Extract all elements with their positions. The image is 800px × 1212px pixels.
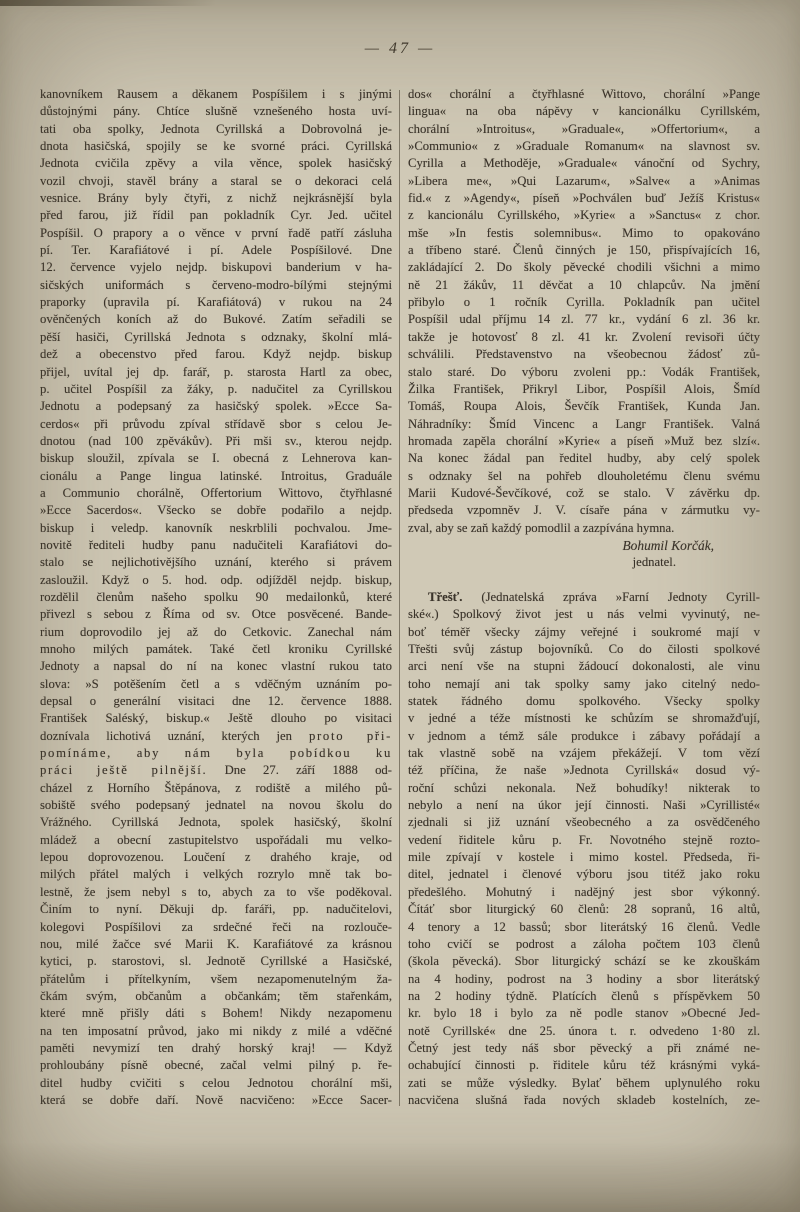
right-column — [408, 86, 760, 1109]
text-line — [40, 919, 392, 936]
text-line — [40, 364, 392, 381]
text-segment: přijel, uvítal jej dp. farář, p. starosta Hartl za obec, — [40, 364, 392, 379]
text-line — [40, 485, 392, 502]
text-line — [408, 554, 760, 571]
text-segment: Žilka František, Přikryl Libor, Pospíšil Alois, Šmíd — [408, 381, 760, 396]
text-line — [40, 901, 392, 918]
text-segment: zakládající 2. Do školy pěvecké chodili všichni a mimo — [408, 260, 760, 275]
text-segment: Tomáš, Roupa Alois, Ševčík František, Kunda Jan. — [408, 399, 760, 414]
text-line — [40, 728, 392, 745]
text-segment: cionálu a Pange lingua latinské. Introitus, Graduále — [40, 468, 392, 483]
text-segment: která se dobře daří. Nově nacvičeno: »Ecce Sacer- — [40, 1092, 392, 1107]
text-segment: depsal o generální visitaci dne 12. července 1888. — [40, 694, 392, 709]
text-segment: na 4 hodiny, podrost na 3 hodiny a sbor literátský — [408, 971, 760, 986]
text-segment: (Jednatelská zpráva »Farní Jednoty Cyrill- — [481, 589, 760, 604]
text-segment: Dne 27. září 1888 od- — [207, 763, 392, 778]
text-line — [408, 103, 760, 120]
text-segment: v jednom a témž sále produkce i zábavy pořádají a — [408, 728, 760, 743]
text-line — [408, 398, 760, 415]
text-line — [40, 606, 392, 623]
text-segment: lestně, že jsem nebyl s to, abych za to vše poděkoval. — [40, 884, 392, 899]
text-segment: Bohumil Korčák, — [622, 537, 714, 553]
text-segment: roční schůzi nekonala. Než bohudíky! nikterak to — [408, 780, 760, 795]
text-segment: schválili. Představenstvo na všeobecnou žádosť zů- — [408, 347, 760, 362]
text-line — [408, 294, 760, 311]
text-line — [40, 814, 392, 831]
text-line — [408, 901, 760, 918]
text-line — [40, 433, 392, 450]
text-line — [408, 381, 760, 398]
text-segment: přivezl s sebou z Říma od sv. Otce posvěcené. Bande- — [40, 607, 392, 622]
text-line — [40, 294, 392, 311]
text-line — [40, 710, 392, 727]
text-segment: statek řádného domu spolkového. Všecky spolky — [408, 694, 760, 709]
text-line — [408, 311, 760, 328]
text-line — [40, 502, 392, 519]
text-line — [408, 468, 760, 485]
text-segment: novitě řediteli hudby panu nadučiteli Karafiátovi do- — [40, 537, 392, 552]
text-segment: Třešť. — [428, 589, 482, 604]
text-line — [408, 814, 760, 831]
text-line — [408, 86, 760, 103]
text-segment: dež a obecenstvo před farou. Když nejdp. biskup — [40, 347, 392, 362]
text-line — [408, 797, 760, 814]
text-line — [40, 554, 392, 571]
text-line — [40, 936, 392, 953]
text-segment: nebylo a není na úkor její činnosti. Naši »Cyrillisté« — [408, 798, 760, 813]
text-segment: důstojnými pány. Chtíce slušně vznešeného hosta uví- — [40, 104, 392, 119]
text-segment: kolegovi Pospíšilovi za srdečné řeči na rozlouče- — [40, 919, 392, 934]
text-line — [40, 468, 392, 485]
text-line — [408, 485, 760, 502]
text-line — [40, 762, 392, 779]
text-line — [408, 242, 760, 259]
text-segment: biskup sloužil, zpívala se I. obecná z Lehnerova kan- — [40, 451, 392, 466]
text-segment: tati oba spolky, Jednota Cyrillská a Dobrovolná je- — [40, 121, 392, 136]
text-line — [40, 86, 392, 103]
text-segment: zjednali si již uznání všeobecného a za osvědčeného — [408, 815, 760, 830]
text-line — [408, 1005, 760, 1022]
text-line — [408, 138, 760, 155]
page-number: — 47 — — [364, 40, 436, 57]
text-line — [40, 450, 392, 467]
text-line — [40, 676, 392, 693]
text-line — [40, 971, 392, 988]
text-line — [40, 1040, 392, 1057]
text-segment: na ten imposatní průvod, jako mi nikdy z milé a vděčné — [40, 1023, 392, 1038]
text-segment: notě Cyrillské« dne 25. února t. r. odvedeno 1·80 zl. — [408, 1023, 760, 1038]
text-segment: fid.« z »Agendy«, píseň »Pochválen buď Ježíš Kristus« — [408, 191, 760, 206]
text-segment: dos« chorální a čtyřhlasné Wittovo, chorální »Pange — [408, 87, 760, 101]
text-line — [40, 1092, 392, 1109]
text-line — [40, 155, 392, 172]
text-segment: mládež a obecní zastupitelstvo uspořádali mu velko- — [40, 832, 392, 847]
text-segment: ditel, jednatel i členové výboru jsou titéž jako roku — [408, 867, 760, 882]
text-segment: ověnčených koních až do Bukové. Zatím seřadili se — [40, 312, 392, 327]
text-line — [408, 953, 760, 970]
text-line — [408, 728, 760, 745]
text-segment: Vrážného. Cyrillská Jednota, spolek hasičský, školní — [40, 815, 392, 830]
text-segment: kr. bylo 18 i bylo za ně podle stanov »Obecné Jed- — [408, 1006, 760, 1021]
text-line — [408, 329, 760, 346]
text-line — [40, 953, 392, 970]
text-line — [40, 780, 392, 797]
text-segment: Pospíšil. O prapory a o věnce v první řadě patří zásluha — [40, 225, 392, 240]
text-line — [40, 572, 392, 589]
text-segment: kytici, p. starostovi, sl. Jednotě Cyrillské a Hasičské, — [40, 954, 392, 969]
text-segment: cerdos« při průvodu zpíval střídavě sbor s celou Je- — [40, 416, 392, 431]
text-segment: Třešti svůj zástup bojovníků. Co do čilosti spolkové — [408, 642, 760, 656]
text-segment: mile zpívají v kostele i mimo kostel. Předseda, ři- — [408, 850, 760, 865]
text-segment: tak vlastně sobě na vzájem překážejí. V tom vězí — [408, 746, 760, 761]
text-segment: František Saléský, biskup.« Ještě dlouho po visitaci — [40, 711, 392, 726]
text-segment: takže je hotovosť 8 zl. 41 kr. Zvolení revisoři účty — [408, 329, 760, 344]
text-line — [408, 884, 760, 901]
text-segment: s odznaky šel na pohřeb dlouholetému členu svému — [408, 468, 760, 483]
scan-shadow — [0, 1142, 800, 1212]
text-segment: Jednotu a podepsaný za hasičský spolek. »Ecce Sa- — [40, 399, 392, 414]
text-segment: z kancionálu Cyrillského, »Kyrie« a »Sanctus« z chor. — [408, 208, 760, 223]
text-line — [408, 762, 760, 779]
text-line — [40, 832, 392, 849]
text-line — [408, 207, 760, 224]
text-line — [408, 502, 760, 519]
text-line — [408, 936, 760, 953]
text-line — [40, 658, 392, 675]
text-line — [40, 277, 392, 294]
text-line — [408, 173, 760, 190]
text-line — [40, 520, 392, 537]
text-segment: »Libera me«, »Qui Lazarum«, »Salve« a »Animas — [408, 173, 760, 188]
text-segment: pí. Ter. Karafiátové i pí. Adele Pospíšilové. Dne — [40, 243, 392, 258]
column-divider-rule — [399, 90, 400, 1106]
text-line — [40, 225, 392, 242]
text-segment: pěší hasiči, Cyrillská Jednota s odznaky, školní mlá- — [40, 329, 392, 344]
text-line — [408, 433, 760, 450]
text-segment: rozdělil členům našeho spolku 90 medailonků, které — [40, 589, 392, 604]
text-segment: Jednoty a napsal do ní na konec vlastní rukou tato — [40, 659, 392, 674]
text-segment: nacvičena slušná řada nových skladeb kostelních, ze- — [408, 1092, 760, 1107]
text-segment: rium doprovodilo jej až do Cetkovic. Zanechal nám — [40, 624, 392, 639]
text-line — [40, 173, 392, 190]
text-line — [408, 364, 760, 381]
text-segment: které mně přišly dáti s Bohem! Nikdy nezapomenu — [40, 1006, 392, 1021]
text-segment: přibylo o 1 ročník Cyrilla. Pokladník pan učitel — [408, 295, 760, 310]
text-line — [40, 866, 392, 883]
text-segment: nou, milé žačce své Marii K. Karafiátové za krásnou — [40, 936, 392, 951]
text-line — [408, 1023, 760, 1040]
text-segment: stalo se nejlichotivějšího uznání, kterého si právem — [40, 555, 392, 570]
text-segment: cházel z Horního Štěpánova, z rodiště a milého pů- — [40, 780, 392, 795]
text-segment: toho nemají ani tak spolky samy jako citelný nedo- — [408, 676, 760, 691]
text-segment: vedení řiditele kůru p. Fr. Novotného stejně rozto- — [408, 832, 760, 847]
text-line — [40, 849, 392, 866]
text-segment: vesnice. Brány byly čtyři, z nichž nejkrásnější byla — [40, 191, 392, 206]
text-segment: ské«.) Spolkový život jest u nás velmi vyvinutý, ne- — [408, 607, 760, 622]
text-segment: vozil chvoji, stavěl brány a staral se o dekoraci celá — [40, 173, 392, 188]
text-segment: přátelům i přítelkyním, všem nezapomenutelným ža- — [40, 971, 392, 986]
text-segment: ditel hudby cvičiti s celou Jednotou chorální mši, — [40, 1075, 392, 1090]
text-segment: sobiště svého podepsaný jednatel na novou školu do — [40, 798, 392, 813]
text-line — [40, 311, 392, 328]
text-line — [408, 693, 760, 710]
text-line — [408, 190, 760, 207]
text-segment: Čítáť sbor liturgický 60 členů: 28 sopranů, 16 altů, — [408, 902, 760, 917]
text-segment: lepou doprovozenou. Loučení z drahého kraje, od — [40, 850, 392, 865]
text-line — [408, 710, 760, 727]
text-line — [40, 589, 392, 606]
text-line — [40, 1075, 392, 1092]
text-line — [408, 1092, 760, 1109]
text-segment: »Communio« z »Graduale Romanum« na slavnost sv. — [408, 139, 760, 154]
text-segment: paměti nevymizí ten drahý horský kraj! — Když — [40, 1040, 392, 1055]
text-segment: zval, aby se zaň každý pomodlil a zazpívána hymna. — [408, 520, 675, 535]
text-line — [408, 866, 760, 883]
text-line — [40, 641, 392, 658]
text-segment: jednatel. — [632, 555, 676, 570]
text-line — [40, 121, 392, 138]
text-line — [408, 988, 760, 1005]
text-segment: hromada zapěla chorální »Kyrie« a píseň »Muž bez slzí«. — [408, 433, 760, 448]
text-line — [40, 207, 392, 224]
text-line — [408, 832, 760, 849]
text-line — [408, 624, 760, 641]
text-segment: 4 tenory a 12 bassů; sbor literátský 16 členů. Vedle — [408, 919, 760, 934]
text-segment: 12. července vyjelo nejdp. biskupovi banderium v ha- — [40, 260, 392, 275]
text-segment: a Communio chorálně, Offertorium Wittovo, čtyřhlasné — [40, 485, 392, 500]
text-line — [40, 988, 392, 1005]
text-segment: biskup i veledp. kanovník neskrblili pochvalou. Jme- — [40, 520, 392, 535]
text-segment: Cyrilla a Methoděje, »Graduale« vánoční od Sychry, — [408, 156, 760, 171]
text-segment: praporky (upravila pí. Karafiátová) v rukou na 24 — [40, 295, 392, 310]
text-segment: arci není vše na stupni žádoucí dokonalosti, ale vinu — [408, 659, 760, 674]
text-segment: chorální »Introitus«, »Graduale«, »Offertorium«, a — [408, 121, 760, 136]
text-line — [408, 450, 760, 467]
text-line — [40, 346, 392, 363]
scan-edge-artifact — [0, 0, 240, 6]
text-segment: kanovníkem Rausem a děkanem Pospíšilem i s jinými — [40, 87, 392, 101]
text-segment: Činím to nyní. Děkuji dp. faráři, pp. nadučitelovi, — [40, 902, 392, 917]
text-segment: proto při- — [308, 728, 392, 743]
text-segment: čkám svým, občanům a občankám; těm stařenkám, — [40, 988, 392, 1003]
text-line — [408, 1040, 760, 1057]
text-line — [408, 520, 760, 537]
text-segment: zasloužil. Když o 5. hod. odp. odjížděl nejdp. biskup, — [40, 572, 392, 587]
text-line — [40, 190, 392, 207]
text-line — [40, 329, 392, 346]
left-column — [40, 86, 392, 1109]
text-segment: zati se může výsledky. Bylať během uplynulého roku — [408, 1075, 760, 1090]
text-segment: dnota hasičská, spojily se ke svorné práci. Cyrillská — [40, 139, 392, 154]
text-line — [408, 155, 760, 172]
text-line — [40, 381, 392, 398]
text-line — [40, 745, 392, 762]
text-segment: »Ecce Sacerdos«. Všecko se dobře podařilo a nejdp. — [40, 503, 392, 518]
text-line — [408, 259, 760, 276]
text-line — [408, 537, 760, 554]
text-segment: dnotou (nad 100 zpěvákův). Při mši sv., kterou nejdp. — [40, 433, 392, 448]
text-segment: předseda vzpomněv J. V. císaře pána v zármutku vy- — [408, 503, 760, 518]
text-segment: slova: »S potěšením četl a s vděčným uznáním po- — [40, 676, 392, 691]
text-segment: mnoho milých památek. Také četl kroniku Cyrillské — [40, 642, 392, 656]
text-segment: též příčina, že naše »Jednota Cyrillská« dosud vý- — [408, 763, 760, 778]
text-line — [40, 242, 392, 259]
text-line — [40, 624, 392, 641]
text-line — [40, 138, 392, 155]
text-line — [408, 780, 760, 797]
text-line — [40, 259, 392, 276]
text-line — [408, 121, 760, 138]
text-line — [408, 606, 760, 623]
text-segment: Marii Kudové-Ševčíkové, což se stalo. V závěrku dp. — [408, 485, 760, 500]
text-line — [40, 1057, 392, 1074]
text-line — [408, 572, 760, 589]
text-line — [408, 277, 760, 294]
text-segment: prohloubány písně obecné, začal velmi pilný p. ře- — [40, 1058, 392, 1073]
text-segment: Jednota cvičila zpěvy a vila věnce, spolek hasičský — [40, 156, 392, 171]
text-segment: na 2 hodiny týdně. Platících členů s příspěvkem 50 — [408, 988, 760, 1003]
text-segment: doznívala lichotivá uznání, kterých jen — [40, 728, 309, 743]
text-segment: ochabující činnosti p. řiditele kůru též krásnými vyká- — [408, 1058, 760, 1073]
text-line — [408, 641, 760, 658]
text-line — [40, 884, 392, 901]
text-line — [40, 103, 392, 120]
text-segment: pomínáme, aby nám byla pobídkou ku — [40, 746, 392, 761]
text-segment: v jedné a téže místnosti ke schůzím se shromažďují, — [408, 711, 760, 726]
text-line — [408, 658, 760, 675]
text-line — [40, 797, 392, 814]
text-segment: ně 21 žákův, 11 děvčat a 10 chlapcův. Na jmění — [408, 277, 760, 292]
text-segment: Náhradníky: Šmíd Vincenc a Langr František. Valná — [408, 416, 760, 431]
text-segment: lingua« na oba nápěvy v kancionálku Cyrillském, — [408, 104, 760, 119]
text-line — [408, 225, 760, 242]
text-line — [408, 849, 760, 866]
text-segment: stalo staré. Do výboru zvoleni pp.: Vodák František, — [408, 364, 760, 379]
text-segment: předešlého. Mohutný i nadějný jest sbor výkonný. — [408, 884, 760, 899]
text-segment: toho cvičí se podrost a záloha počtem 103 členů — [408, 936, 760, 951]
text-line — [408, 919, 760, 936]
text-segment: před farou, již řídil pan pokladník Cyr. Jed. učitel — [40, 208, 392, 223]
text-segment: milých přátel malých i velkých rozrylo mně tak bo- — [40, 867, 392, 882]
text-line — [40, 1023, 392, 1040]
text-line — [408, 1057, 760, 1074]
text-line — [40, 693, 392, 710]
text-segment: a tříbeno staré. Členů činných je 150, přispívajících 16, — [408, 243, 760, 258]
text-line — [40, 416, 392, 433]
text-line — [408, 1075, 760, 1092]
text-segment: Četný jest tedy náš sbor pěvecký a při známé ne- — [408, 1040, 760, 1055]
text-line — [408, 346, 760, 363]
text-segment: Pospíšil udal příjmu 14 zl. 77 kr., vydání 6 zl. 36 kr. — [408, 312, 760, 327]
text-segment: sičských uniformách s červeno-modro-bílými stejnými — [40, 277, 392, 292]
text-line — [40, 1005, 392, 1022]
text-segment: práci ještě pilnější. — [40, 763, 208, 778]
text-line — [408, 745, 760, 762]
text-line — [408, 971, 760, 988]
text-line — [408, 416, 760, 433]
text-segment: p. učitel Pospíšil za žáky, p. nadučitel za Cyrillskou — [40, 381, 392, 396]
text-line — [40, 398, 392, 415]
text-line — [408, 676, 760, 693]
text-segment: mše »In festis solemnibus«. Mimo to opakováno — [408, 225, 760, 240]
text-segment: (škola pěvecká). Sbor liturgický schází se ke zkouškám — [408, 954, 760, 969]
text-line — [40, 537, 392, 554]
text-line — [408, 589, 760, 606]
text-segment: boť téměř všecky zájmy veřejné i soukromé mají v — [408, 624, 760, 639]
text-segment: Na konec žádal pan ředitel hudby, aby celý spolek — [408, 451, 760, 466]
